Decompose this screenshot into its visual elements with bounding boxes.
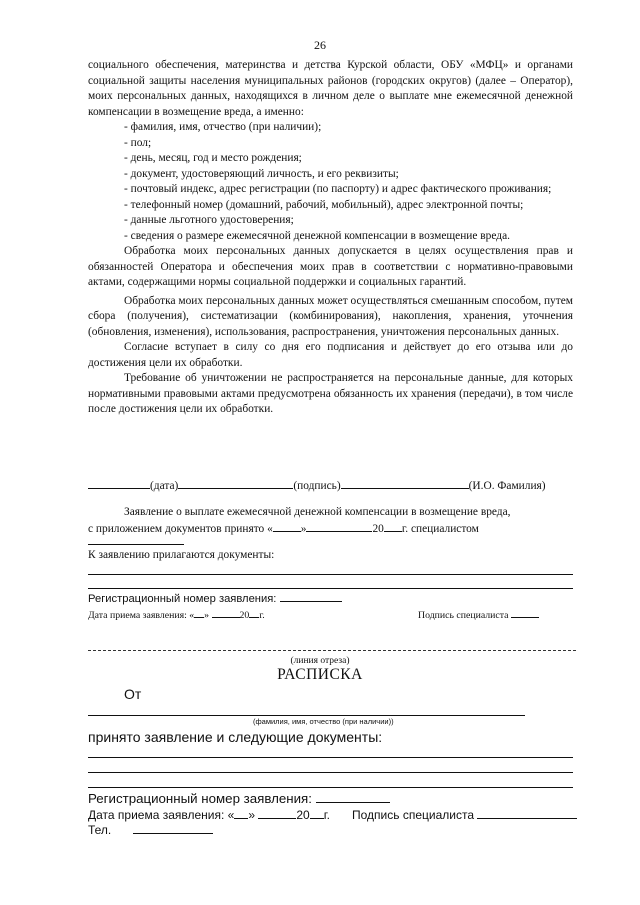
docs-line[interactable] [88,787,573,788]
tel-field[interactable] [133,823,213,834]
paragraph-destruction: Требование об уничтожении не распространяется на персональные данные, для которых нормативными правовыми актами предусмотрена обязанность их хранения (передачи), в том числе после достижения цели их обработки. [88,372,573,415]
signature-row [88,478,573,492]
day-field[interactable] [234,808,248,819]
specialist-sign-field[interactable] [511,607,539,618]
signature-field[interactable] [178,478,293,489]
signature-caption: (подпись) [293,480,341,492]
list-item: - телефонный номер (домашний, рабочий, мобильный), адрес электронной почты; [124,198,524,211]
cut-line [88,650,576,651]
month-field[interactable] [258,808,296,819]
from-label: От [124,686,142,702]
day-field[interactable] [273,521,301,532]
year-field[interactable] [249,607,259,618]
specialist-sign-row: Подпись специалиста [418,607,578,624]
reg-number-row: Регистрационный номер заявления: [88,591,573,608]
paragraph-processing: Обработка моих персональных данных может осуществляться смешанным способом, путем сбора (получения), систематизации (комбинирования), накопления, хранения, уточнения (обновления, изменения), использования, распространения, уничтожения персональных данных. [88,294,573,338]
list-item: - почтовый индекс, адрес регистрации (по паспорту) и адрес фактического проживания; [124,183,552,195]
name-caption: (И.О. Фамилия) [468,480,546,492]
accepted-docs-label: принято заявление и следующие документы: [88,729,383,745]
year-field[interactable] [310,808,324,819]
fio-line[interactable] [88,715,525,716]
attached-label: К заявлению прилагаются документы: [88,549,275,561]
reg-number-field[interactable] [280,591,342,602]
receipt-title: РАСПИСКА [277,666,363,683]
acceptance-line-2: с приложением документов принято « » 20 г. специалистом [88,522,479,535]
date-received-row: Дата приема заявления: « » 20 г. [88,607,573,624]
list-item: - фамилия, имя, отчество (при наличии); [124,121,322,133]
list-item: - данные льготного удостоверения; [124,214,294,226]
acceptance-line: Заявление о выплате ежемесячной денежной компенсации в возмещение вреда, [124,506,511,518]
acceptance-block [88,505,573,537]
specialist-sign-field[interactable] [477,808,577,819]
year-field[interactable] [384,521,402,532]
specialist-sign-row-2: Подпись специалиста [352,808,577,822]
month-field[interactable] [306,521,372,532]
date-field[interactable] [88,478,150,489]
page-number: 26 [314,38,326,52]
list-item: - день, месяц, год и место рождения; [124,152,302,164]
paragraph-validity: Согласие вступает в силу со дня его подписания и действует до его отзыва или до достижения цели их обработки. [88,341,573,369]
list-item: - пол; [124,136,152,149]
list-item: - документ, удостоверяющий личность, и его реквизиты; [124,167,399,180]
fio-caption: (фамилия, имя, отчество (при наличии)) [253,717,394,726]
paragraph-purpose: Обработка моих персональных данных допускается в целях осуществления прав и обязанностей Оператора и обеспечения моих прав в соответствии с нормативно-правовыми актами, содержащими нормы социальной поддержки и социальных гарантий. [88,245,573,288]
name-field[interactable] [341,478,469,489]
list-item: - сведения о размере ежемесячной денежной компенсации в возмещение вреда. [124,229,510,242]
date-received-row-2: Дата приема заявления: « » 20 г. [88,808,330,822]
month-field[interactable] [212,607,240,618]
docs-line[interactable] [88,757,573,758]
reg-number-row-2: Регистрационный номер заявления: [88,791,390,806]
cut-line-caption: (линия отреза) [290,656,350,666]
consent-text [88,58,573,418]
tel-row: Тел. [88,823,213,837]
attached-line[interactable] [88,588,573,589]
attached-line[interactable] [88,574,573,575]
docs-line[interactable] [88,772,573,773]
paragraph-operator: социального обеспечения, материнства и детства Курской области, ОБУ «МФЦ» и органами социальной защиты населения муниципальных районов (городских округов) (далее – Оператор), моих персональных данных, находящихся в личном деле о выплате мне ежемесячной денежной компенсации в возмещение вреда, а именно: [88,59,573,118]
day-field[interactable] [194,607,204,618]
reg-number-field[interactable] [316,792,390,803]
specialist-line[interactable] [88,544,184,545]
date-caption: (дата) [150,480,179,492]
